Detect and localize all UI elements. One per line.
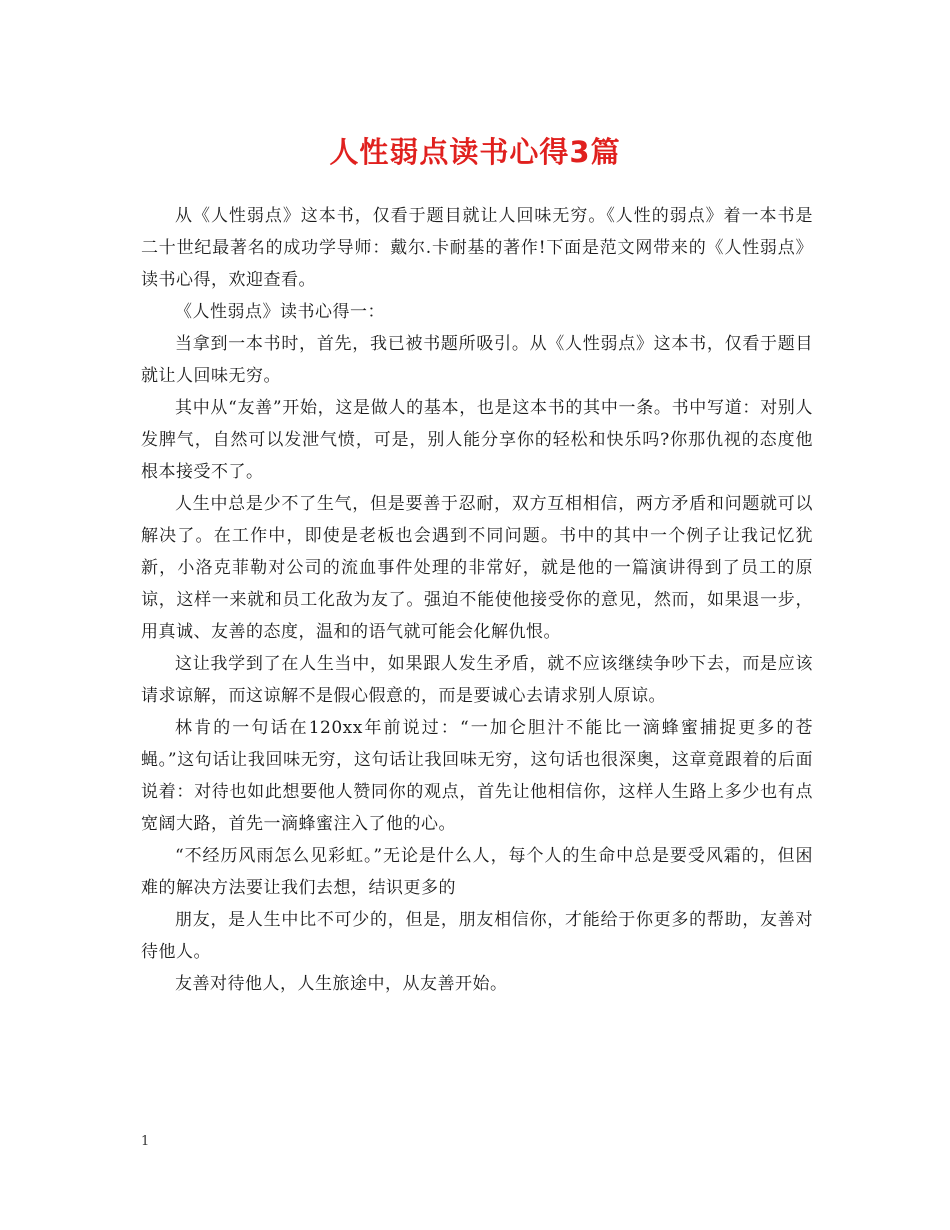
section-heading: 《人性弱点》读书心得一：: [175, 302, 385, 322]
document-title: 人性弱点读书心得3篇: [329, 135, 621, 169]
paragraph: 人生中总是少不了生气，但是要善于忍耐，双方互相相信，两方矛盾和问题就可以解决了。在工作中，即使是老板也会遇到不同问题。书中的其中一个例子让我记忆犹新，小洛克菲勒对公司的流血事件处理的非常好，就是他的一篇演讲得到了员工的原谅，这样一来就和员工化敌为友了。强迫不能使他接受你的意见，然而，如果退一步，用真诚、友善的态度，温和的语气就可能会化解仇恨。: [141, 494, 813, 642]
paragraph: 当拿到一本书时，首先，我已被书题所吸引。从《人性弱点》这本书，仅看于题目就让人回味无穷。: [141, 334, 813, 386]
paragraph: “不经历风雨怎么见彩虹。”无论是什么人，每个人的生命中总是要受风霜的，但困难的解决方法要让我们去想，结识更多的: [141, 846, 813, 898]
paragraph: 这让我学到了在人生当中，如果跟人发生矛盾，就不应该继续争吵下去，而是应该请求谅解，而这谅解不是假心假意的，而是要诚心去请求别人原谅。: [141, 654, 813, 706]
paragraph-intro: 从《人性弱点》这本书，仅看于题目就让人回味无穷。《人性的弱点》着一本书是二十世纪最著名的成功学导师：戴尔.卡耐基的著作!下面是范文网带来的《人性弱点》读书心得，欢迎查看。: [141, 206, 813, 290]
paragraph: 林肯的一句话在120xx年前说过：“一加仑胆汁不能比一滴蜂蜜捕捉更多的苍蝇。”这句话让我回味无穷，这句话让我回味无穷，这句话也很深奥，这章竟跟着的后面说着：对待也如此想要他人赞同你的观点，首先让他相信你，这样人生路上多少也有点宽阔大路，首先一滴蜂蜜注入了他的心。: [141, 718, 813, 834]
page-number: 1: [141, 1134, 150, 1149]
document-body: [141, 200, 813, 1000]
paragraph: 朋友，是人生中比不可少的，但是，朋友相信你，才能给于你更多的帮助，友善对待他人。: [141, 910, 813, 962]
paragraph: 友善对待他人，人生旅途中，从友善开始。: [175, 974, 508, 994]
paragraph: 其中从“友善”开始，这是做人的基本，也是这本书的其中一条。书中写道：对别人发脾气，自然可以发泄气愤，可是，别人能分享你的轻松和快乐吗?你那仇视的态度他根本接受不了。: [141, 398, 813, 482]
